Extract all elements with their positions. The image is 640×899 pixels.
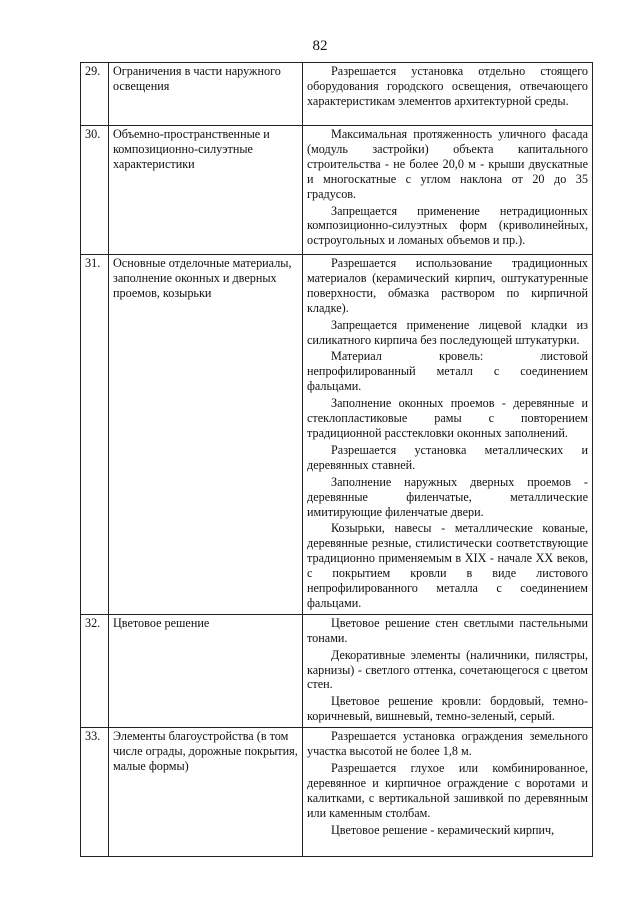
parameter-name: Основные отделочные материалы, заполнение оконных и дверных проемов, козырьки bbox=[109, 255, 303, 615]
regulations-table bbox=[80, 62, 593, 857]
row-number: 30. bbox=[81, 126, 109, 255]
table-row bbox=[81, 255, 593, 615]
requirement-paragraph: Материал кровель: листовой непрофилированный металл с соединением фальцами. bbox=[307, 349, 588, 394]
table-row bbox=[81, 614, 593, 727]
table-row bbox=[81, 728, 593, 857]
row-number: 32. bbox=[81, 614, 109, 727]
parameter-name: Ограничения в части наружного освещения bbox=[109, 63, 303, 126]
requirement-paragraph: Разрешается глухое или комбинированное, деревянное и кирпичное ограждение с воротами и калитками, с вертикальной зашивкой по деревянным или каменным столбам. bbox=[307, 761, 588, 820]
requirement-paragraph: Максимальная протяженность уличного фасада (модуль застройки) объекта капитального строительства - не более 20,0 м - крыши двускатные и многоскатные с углом наклона от 20 до 35 градусов. bbox=[307, 127, 588, 201]
requirements-cell bbox=[303, 728, 593, 857]
page-number: 82 bbox=[312, 38, 328, 54]
requirement-paragraph: Декоративные элементы (наличники, пилястры, карнизы) - светлого оттенка, сочетающегося с цветом стен. bbox=[307, 647, 588, 692]
requirements-cell bbox=[303, 126, 593, 255]
requirement-paragraph: Заполнение наружных дверных проемов - деревянные филенчатые, металлические имитирующие филенчатые двери. bbox=[307, 474, 588, 519]
requirement-paragraph: Цветовое решение стен светлыми пастельными тонами. bbox=[307, 615, 588, 645]
table-row bbox=[81, 126, 593, 255]
requirement-paragraph: Запрещается применение лицевой кладки из силикатного кирпича без последующей штукатурки. bbox=[307, 317, 588, 347]
requirement-paragraph: Запрещается применение нетрадиционных композиционно-силуэтных форм (криволинейных, остроугольных и ломаных объемов и пр.). bbox=[307, 203, 588, 248]
requirement-paragraph: Цветовое решение - керамический кирпич, bbox=[331, 822, 555, 837]
parameter-name: Цветовое решение bbox=[109, 614, 303, 727]
requirement-paragraph: Разрешается установка отдельно стоящего оборудования городского освещения, отвечающего характеристикам элементов архитектурной среды. bbox=[307, 64, 588, 108]
requirement-paragraph: Разрешается установка металлических и деревянных ставней. bbox=[307, 442, 588, 472]
row-number: 31. bbox=[81, 255, 109, 615]
parameter-name: Объемно-пространственные и композиционно-силуэтные характеристики bbox=[109, 126, 303, 255]
row-number: 33. bbox=[81, 728, 109, 857]
requirements-cell bbox=[303, 63, 593, 126]
requirement-paragraph: Заполнение оконных проемов - деревянные и стеклопластиковые рамы с повторением традиционной расстекловки оконных заполнений. bbox=[307, 396, 588, 440]
requirements-cell bbox=[303, 255, 593, 615]
requirements-cell bbox=[303, 614, 593, 727]
requirement-paragraph: Разрешается использование традиционных материалов (керамический кирпич, оштукатуренные поверхности, обмазка раствором по кирпичной кладке). bbox=[307, 256, 588, 315]
parameter-name: Элементы благоустройства (в том числе ограды, дорожные покрытия, малые формы) bbox=[109, 728, 303, 857]
requirement-paragraph: Козырьки, навесы - металлические кованые, деревянные резные, стилистически соответствующие традиционно применяемым в XIX - начале XX веков, с покрытием кровли в виде листового непрофилированного металла с соединением фальцами. bbox=[307, 521, 588, 610]
requirement-paragraph: Разрешается установка ограждения земельного участка высотой не более 1,8 м. bbox=[307, 729, 588, 759]
row-number: 29. bbox=[81, 63, 109, 126]
table-row bbox=[81, 63, 593, 126]
requirement-paragraph: Цветовое решение кровли: бордовый, темно-коричневый, вишневый, темно-зеленый, серый. bbox=[307, 694, 588, 724]
